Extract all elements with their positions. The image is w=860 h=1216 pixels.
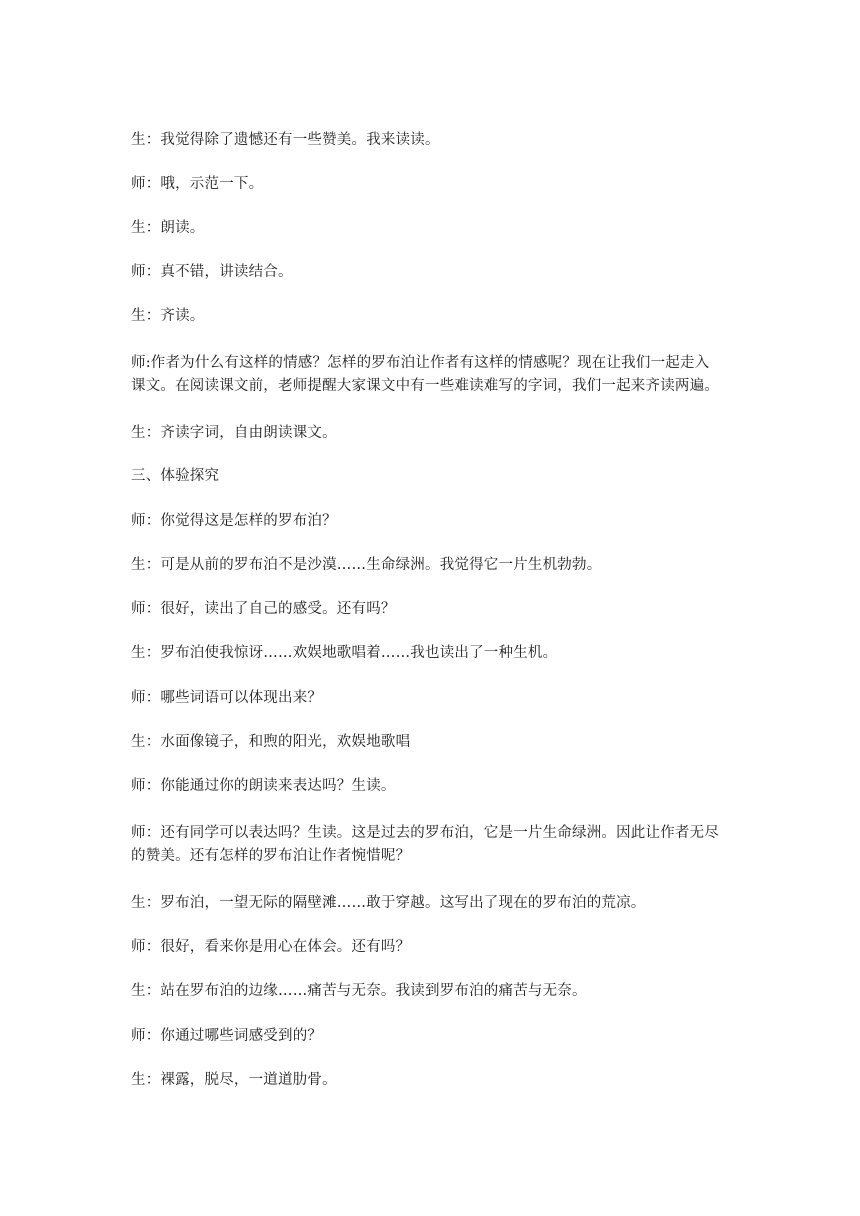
paragraph: 生：齐读字词，自由朗读课文。 — [131, 425, 337, 441]
paragraph: 生：罗布泊使我惊讶……欢娱地歌唱着……我也读出了一种生机。 — [131, 645, 558, 661]
paragraph: 生：齐读。 — [131, 308, 205, 324]
paragraph: 师：哪些词语可以体现出来？ — [131, 690, 323, 706]
section-heading: 三、体验探究 — [131, 468, 220, 484]
paragraph-line: 师：还有同学可以表达吗？生读。这是过去的罗布泊，它是一片生命绿洲。因此让作者无尽 — [131, 825, 719, 841]
paragraph: 生：可是从前的罗布泊不是沙漠……生命绿洲。我觉得它一片生机勃勃。 — [131, 557, 602, 573]
paragraph: 师：哦，示范一下。 — [131, 176, 264, 192]
paragraph: 师：很好，看来你是用心在体会。还有吗？ — [131, 939, 411, 955]
paragraph: 师：真不错，讲读结合。 — [131, 264, 293, 280]
paragraph-line: 课文。在阅读课文前，老师提醒大家课文中有一些难读难写的字词，我们一起来齐读两遍。 — [131, 378, 719, 394]
paragraph-line: 师:作者为什么有这样的情感？怎样的罗布泊让作者有这样的情感呢？现在让我们一起走入 — [131, 355, 710, 371]
paragraph: 生：朗读。 — [131, 220, 205, 236]
paragraph: 师：你通过哪些词感受到的？ — [131, 1028, 323, 1044]
paragraph: 生：水面像镜子，和煦的阳光，欢娱地歌唱 — [131, 734, 411, 750]
paragraph-line: 的赞美。还有怎样的罗布泊让作者惋惜呢？ — [131, 848, 411, 864]
paragraph: 师：你觉得这是怎样的罗布泊？ — [131, 513, 337, 529]
paragraph: 生：我觉得除了遗憾还有一些赞美。我来读读。 — [131, 132, 440, 148]
paragraph: 师：很好，读出了自己的感受。还有吗？ — [131, 601, 396, 617]
paragraph: 生：裸露，脱尽，一道道肋骨。 — [131, 1072, 337, 1088]
paragraph: 生：站在罗布泊的边缘……痛苦与无奈。我读到罗布泊的痛苦与无奈。 — [131, 983, 587, 999]
paragraph: 生：罗布泊，一望无际的隔壁滩……敢于穿越。这写出了现在的罗布泊的荒凉。 — [131, 895, 646, 911]
paragraph: 师：你能通过你的朗读来表达吗？生读。 — [131, 778, 396, 794]
